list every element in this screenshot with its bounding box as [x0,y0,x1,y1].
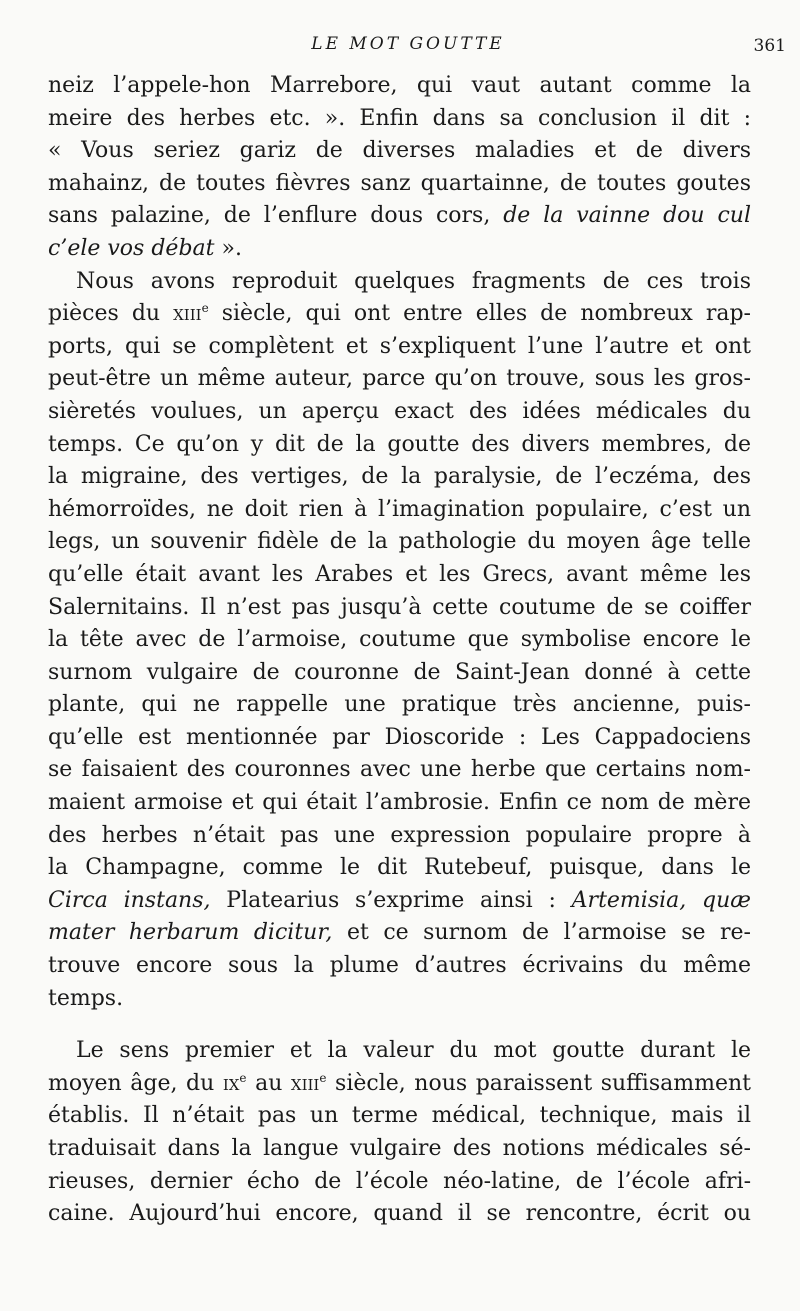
text-segment: siècle, qui ont entre elles de nombreux rap- [208,301,751,327]
text-line [48,820,751,853]
text-segment: moyen âge, du [48,1070,223,1096]
text-segment: Platearius s’exprime ainsi : [210,887,572,913]
superscript: e [319,1070,327,1085]
text-segment: caine. Aujourd’hui encore, quand il se rencontre, écrit ou [48,1201,751,1227]
text-line [48,754,751,787]
text-segment: établis. Il n’était pas un terme médical, technique, mais il [48,1103,751,1129]
text-line [48,1166,751,1199]
text-line [48,885,751,918]
text-line [48,429,751,462]
text-segment: ports, qui se complètent et s’expliquent l’une l’autre et ont [48,333,751,359]
text-line [48,298,751,331]
text-line [48,331,751,364]
text-segment: qu’elle était avant les Arabes et les Grecs, avant même les [48,561,751,587]
text-line [48,363,751,396]
italic-text: Circa instans, [48,887,211,913]
text-segment: trouve encore sous la plume d’autres écrivains du même [48,953,751,979]
text-segment: temps. Ce qu’on y dit de la goutte des divers membres, de [48,431,751,457]
italic-text: de la vainne dou cul [503,203,751,229]
text-line [48,200,751,233]
text-line [48,624,751,657]
text-segment: sans palazine, de l’enflure dous cors, [48,203,504,229]
italic-text: mater herbarum dicitur, [48,920,333,946]
text-line [48,1133,751,1166]
text-segment: sièretés voulues, un aperçu exact des idées médicales du [48,398,751,424]
italic-text: Artemisia, quæ [571,887,751,913]
text-line [48,396,751,429]
text-segment: Le sens premier et la valeur du mot goutte durant le [76,1038,751,1064]
page-header [48,34,786,64]
text-line [48,917,751,950]
text-line [48,592,751,625]
text-line [48,103,751,136]
text-segment: au [246,1070,291,1096]
body-text [48,70,751,1231]
text-segment: traduisait dans la langue vulgaire des notions médicales sé- [48,1136,751,1161]
text-line [48,722,751,755]
text-segment: neiz l’appele-hon Marrebore, qui vaut autant comme la [48,73,751,98]
text-line [48,135,751,168]
text-segment: hémorroïdes, ne doit rien à l’imagination populaire, c’est un [48,496,751,522]
text-line [48,657,751,690]
text-segment: ». [214,235,242,261]
text-line [48,1100,751,1133]
text-line [48,689,751,722]
text-line [48,1198,751,1231]
text-line [48,950,751,983]
italic-text: c’ele vos débat [48,235,215,261]
text-segment: qu’elle est mentionnée par Dioscoride : Les Cappadociens [48,724,751,750]
text-segment: maient armoise et qui était l’ambrosie. Enfin ce nom de mère [48,790,751,816]
text-line [48,1068,751,1101]
text-segment: Salernitains. Il n’est pas jusqu’à cette coutume de se coiffer [48,594,751,620]
text-segment: xiii [290,1070,320,1096]
text-line [48,787,751,820]
text-segment: xiii [173,301,202,327]
text-segment: peut-être un même auteur, parce qu’on trouve, sous les gros- [48,366,751,392]
text-line [48,852,751,885]
running-title: LE MOT GOUTTE [311,34,505,54]
text-segment: « Vous seriez gariz de diverses maladies et de divers [48,138,751,164]
text-segment: la Champagne, comme le dit Rutebeuf, puisque, dans le [48,855,751,881]
text-line [48,461,751,494]
text-segment: meire des herbes etc. ». Enfin dans sa conclusion il dit : [48,105,751,131]
text-line [48,1035,751,1068]
text-segment: plante, qui ne rappelle une pratique très ancienne, puis- [48,692,751,718]
text-segment: la tête avec de l’armoise, coutume que symbolise encore le [48,627,751,653]
text-line [48,526,751,559]
text-segment: se faisaient des couronnes avec une herbe que certains nom- [48,757,751,783]
paragraph-gap [48,1015,751,1035]
text-segment: des herbes n’était pas une expression populaire propre à [48,822,751,848]
text-segment: pièces du [48,301,174,327]
text-segment: et ce surnom de l’armoise se re- [332,920,751,946]
text-segment: legs, un souvenir fidèle de la pathologie du moyen âge telle [48,529,751,555]
text-line [48,168,751,201]
text-segment: Nous avons reproduit quelques fragments de ces trois [76,268,751,294]
text-segment: rieuses, dernier écho de l’école néo-latine, de l’école afri- [48,1168,751,1194]
page-number: 361 [753,36,786,56]
text-line [48,494,751,527]
text-segment: mahainz, de toutes fièvres sanz quartainne, de toutes goutes [48,170,751,196]
text-line [48,266,751,299]
superscript: e [239,1070,247,1085]
text-segment: ix [222,1070,240,1096]
text-line [48,70,751,103]
text-segment: siècle, nous paraissent suffisamment [326,1070,751,1096]
text-line [48,233,751,266]
text-line [48,983,751,1016]
text-segment: la migraine, des vertiges, de la paralysie, de l’eczéma, des [48,464,751,490]
text-segment: surnom vulgaire de couronne de Saint-Jean donné à cette [48,659,751,685]
superscript: e [201,301,209,316]
text-line [48,559,751,592]
text-segment: temps. [48,985,124,1011]
